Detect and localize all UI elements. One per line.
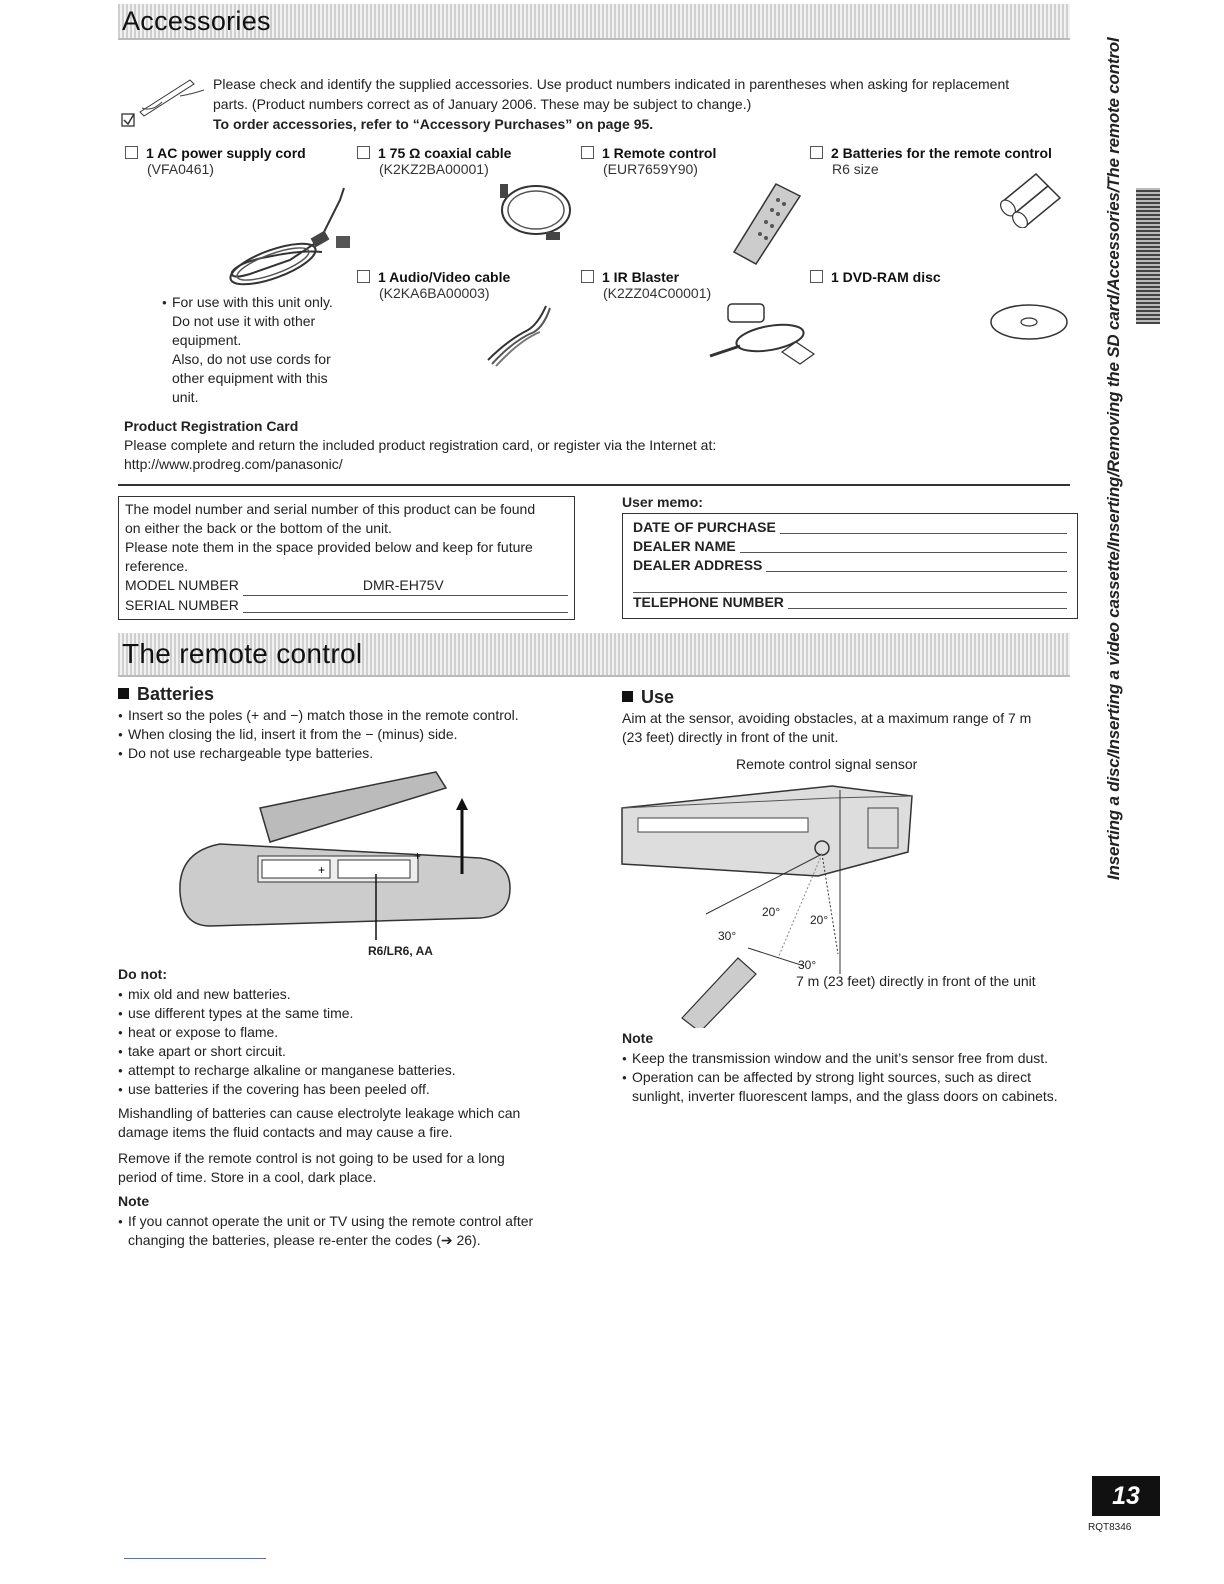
list-item: ● attempt to recharge alkaline or manganese batteries.	[118, 1061, 588, 1080]
svg-text:+: +	[414, 849, 422, 863]
item-title: 1 DVD-RAM disc	[831, 269, 941, 285]
item-code: (K2KA6BA00003)	[379, 285, 490, 301]
document-code: RQT8346	[1088, 1522, 1132, 1533]
angle-label: 20°	[762, 905, 781, 919]
accessory-ac-cord	[125, 145, 306, 177]
list-item: ● use batteries if the covering has been peeled off.	[118, 1080, 588, 1099]
item-title: 1 Audio/Video cable	[378, 269, 511, 285]
item-title: 1 AC power supply cord	[146, 145, 306, 161]
angle-label: 20°	[810, 913, 829, 927]
item-title: 1 75 Ω coaxial cable	[378, 145, 512, 161]
registration-title: Product Registration Card	[124, 418, 299, 434]
model-box-text: on either the back or the bottom of the unit.	[125, 520, 392, 536]
side-tab-marker	[1136, 188, 1160, 324]
angle-label: 30°	[718, 929, 737, 943]
item-title: 1 IR Blaster	[602, 269, 680, 285]
use-heading	[622, 687, 674, 708]
remove-text	[118, 1149, 588, 1187]
remote-aim-diagram	[618, 778, 1078, 1028]
item-code: R6 size	[832, 161, 879, 177]
coaxial-cable-illustration	[492, 178, 582, 248]
batteries-illustration	[998, 168, 1068, 228]
accessory-remote-control	[581, 145, 716, 177]
registration-url: http://www.prodreg.com/panasonic/	[124, 456, 343, 472]
item-title: 2 Batteries for the remote control	[831, 145, 1052, 161]
memo-field-label: DEALER ADDRESS	[633, 557, 763, 573]
model-box-text: The model number and serial number of this product can be found	[125, 501, 536, 517]
list-item: ● Operation can be affected by strong light sources, such as direct sunlight, inverter fluorescent lamps, and the glass doors on cabinets.	[622, 1068, 1072, 1106]
memo-field-blank	[633, 575, 1067, 593]
batteries-heading	[118, 684, 214, 705]
checkbox-icon	[357, 270, 370, 283]
mishandling-text	[118, 1104, 588, 1142]
item-code: (K2KZ2BA00001)	[379, 161, 489, 177]
accessory-coaxial-cable	[357, 145, 511, 177]
intro-text	[213, 74, 1073, 134]
av-cable-illustration	[482, 300, 552, 370]
intro-line-2: parts. (Product numbers correct as of January 2006. These may be subject to change.)	[213, 96, 752, 112]
batteries-list	[118, 706, 588, 763]
accessory-dvd-ram-disc	[810, 269, 941, 285]
use-note-title: Note	[622, 1030, 654, 1046]
mishandling-line: damage items the fluid contacts and may cause a fire.	[118, 1124, 453, 1140]
remove-line: Remove if the remote control is not going to be used for a long	[118, 1150, 505, 1166]
list-item: ● mix old and new batteries.	[118, 985, 588, 1004]
checkbox-icon	[581, 270, 594, 283]
side-tab-text: Inserting a disc/Inserting a video cassette/Inserting/Removing the SD card/Accessories/The remote control	[1104, 37, 1123, 880]
use-text	[622, 709, 1072, 747]
ac-note-line: Also, do not use cords for	[172, 351, 331, 367]
item-title: 1 Remote control	[602, 145, 717, 161]
intro-bold-line: To order accessories, refer to “Accessory Purchases” on page 95.	[213, 116, 654, 132]
accessory-av-cable	[357, 269, 510, 301]
remove-line: period of time. Store in a cool, dark place.	[118, 1169, 377, 1185]
svg-text:+: +	[318, 863, 326, 877]
do-not-title: Do not:	[118, 966, 167, 982]
ac-cord-illustration	[218, 184, 358, 294]
ir-blaster-illustration	[700, 300, 820, 380]
registration-text: Please complete and return the included product registration card, or register via the Internet at:	[124, 437, 717, 453]
mishandling-line: Mishandling of batteries can cause electrolyte leakage which can	[118, 1105, 521, 1121]
list-item: ● Do not use rechargeable type batteries.	[118, 744, 588, 763]
serial-number-blank	[243, 596, 568, 613]
list-item: ● Insert so the poles (+ and −) match those in the remote control.	[118, 706, 588, 725]
batteries-note: ● If you cannot operate the unit or TV using the remote control after changing the batteries, please re-enter the codes (➔ 26).	[118, 1212, 588, 1250]
use-line: (23 feet) directly in front of the unit.	[622, 729, 839, 745]
memo-field-label: DATE OF PURCHASE	[633, 519, 776, 535]
footer-link-rule	[124, 1558, 266, 1559]
use-line: Aim at the sensor, avoiding obstacles, at a maximum range of 7 m	[622, 710, 1032, 726]
memo-field-blank	[788, 593, 1067, 609]
batteries-note-title: Note	[118, 1193, 150, 1209]
item-code: (K2ZZ04C00001)	[603, 285, 712, 301]
ac-note-line: For use with this unit only.	[172, 294, 333, 310]
dvd-ram-disc-illustration	[988, 302, 1070, 342]
checkbox-icon	[125, 146, 138, 159]
range-label: 7 m (23 feet) directly in front of the unit	[796, 973, 1036, 989]
section-title-remote-control: The remote control	[122, 638, 363, 669]
note-line: If you cannot operate the unit or TV using the remote control after	[128, 1213, 534, 1229]
angle-label: 30°	[798, 958, 817, 972]
use-note-list	[622, 1049, 1072, 1106]
battery-insertion-illustration	[178, 764, 518, 944]
user-memo-box	[622, 513, 1078, 619]
memo-field-label: DEALER NAME	[633, 538, 736, 554]
ac-note-line: Do not use it with other	[172, 313, 316, 329]
memo-field-blank	[766, 556, 1067, 572]
use-heading-text: Use	[641, 687, 675, 707]
list-item: ● Keep the transmission window and the unit’s sensor free from dust.	[622, 1049, 1072, 1068]
list-item: ● use different types at the same time.	[118, 1004, 588, 1023]
remote-control-illustration	[726, 180, 806, 270]
battery-type-label: R6/LR6, AA	[368, 944, 433, 958]
checkbox-icon	[810, 146, 823, 159]
ac-note-line: other equipment with this	[172, 370, 328, 386]
item-code: (VFA0461)	[147, 161, 214, 177]
model-number-label: MODEL NUMBER	[125, 577, 239, 593]
list-item: ● When closing the lid, insert it from the − (minus) side.	[118, 725, 588, 744]
divider	[118, 484, 1070, 486]
batteries-heading-text: Batteries	[137, 684, 215, 704]
model-number-value: DMR-EH75V	[243, 576, 568, 596]
page-number: 13	[1092, 1476, 1160, 1516]
ac-note-line: unit.	[172, 389, 199, 405]
square-bullet-icon	[622, 691, 633, 702]
accessories-banner	[118, 4, 1070, 40]
model-number-box	[118, 496, 575, 620]
checkbox-icon	[357, 146, 370, 159]
memo-field-blank	[780, 518, 1067, 534]
square-bullet-icon	[118, 688, 129, 699]
user-memo-title: User memo:	[622, 494, 703, 510]
intro-line-1: Please check and identify the supplied accessories. Use product numbers indicated in parentheses when asking for replacement	[213, 76, 1010, 92]
pen-check-icon	[120, 74, 210, 134]
model-box-text: Please note them in the space provided below and keep for future	[125, 539, 533, 555]
note-line: changing the batteries, please re-enter the codes (➔ 26).	[128, 1232, 481, 1248]
sensor-label: Remote control signal sensor	[736, 756, 918, 772]
item-code: (EUR7659Y90)	[603, 161, 698, 177]
list-item: ● take apart or short circuit.	[118, 1042, 588, 1061]
do-not-list	[118, 985, 588, 1099]
list-item: ● heat or expose to flame.	[118, 1023, 588, 1042]
ac-cord-note: ● For use with this unit only. Do not use it with other equipment. Also, do not use cords for other equipment with this unit.	[162, 293, 362, 407]
section-title-accessories: Accessories	[122, 6, 271, 36]
memo-field-label: TELEPHONE NUMBER	[633, 594, 784, 610]
serial-number-label: SERIAL NUMBER	[125, 597, 239, 613]
accessory-ir-blaster	[581, 269, 711, 301]
checkbox-icon	[810, 270, 823, 283]
checkbox-icon	[581, 146, 594, 159]
ac-note-line: equipment.	[172, 332, 242, 348]
product-registration	[124, 417, 1024, 474]
remote-control-banner	[118, 633, 1070, 677]
model-box-text: reference.	[125, 558, 189, 574]
memo-field-blank	[740, 537, 1067, 553]
